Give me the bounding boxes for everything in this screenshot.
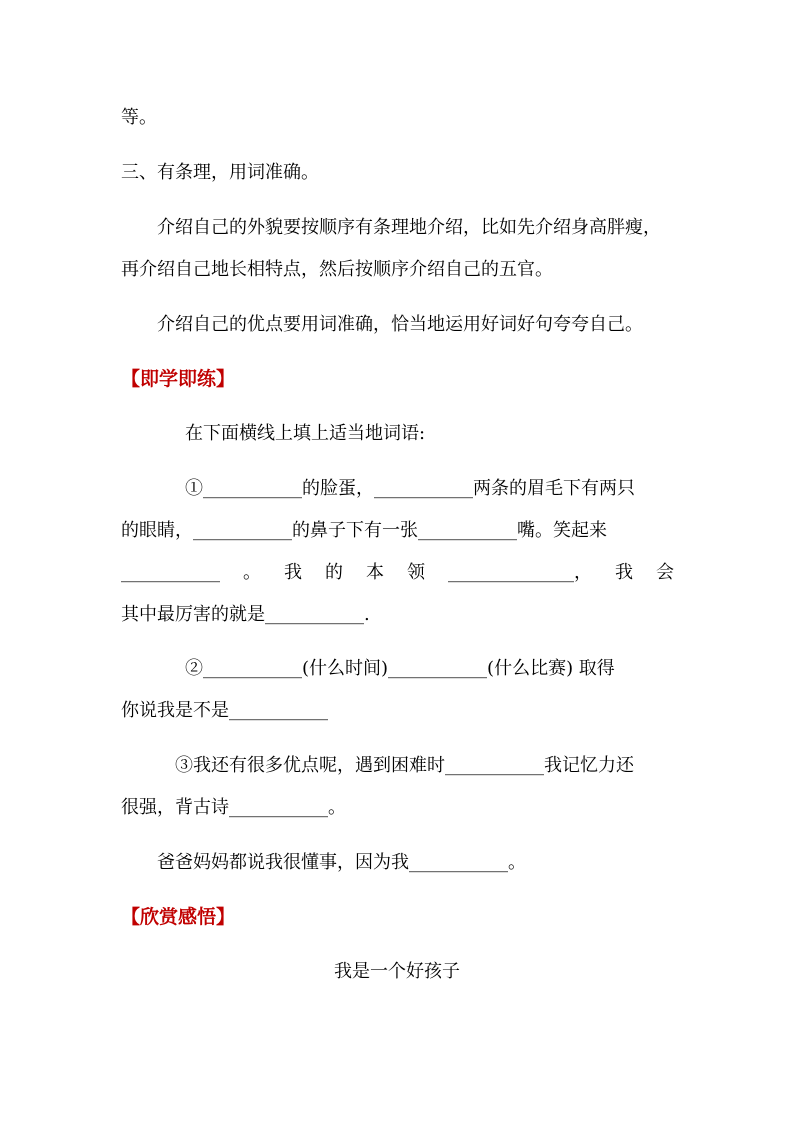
exercise-3-line: 很强，背古诗___________。: [121, 797, 346, 818]
exercise-3-line: ③我还有很多优点呢，遇到困难时___________我记忆力还: [175, 755, 634, 776]
exercise-1-line: 其中最厉害的就是___________.: [121, 604, 370, 625]
exercise-text: 我: [284, 562, 302, 583]
exercise-blank: ______________，: [448, 562, 592, 583]
exercise-1-justified-line: [121, 561, 674, 585]
exercise-text: 本: [366, 562, 384, 583]
body-paragraph-line: 再介绍自己地长相特点，然后按顺序介绍自己的五官。: [121, 259, 553, 280]
exercise-instruction: 在下面横线上填上适当地词语:: [185, 423, 426, 444]
exercise-text: 的: [325, 562, 343, 583]
section-title-practice: 【即学即练】: [121, 368, 236, 390]
section-title-appreciation: 【欣赏感悟】: [121, 906, 236, 928]
exercise-text: 。: [243, 562, 261, 583]
exercise-4-line: 爸爸妈妈都说我很懂事，因为我___________。: [157, 852, 526, 873]
paragraph-continuation: 等。: [121, 107, 157, 128]
exercise-text: 会: [656, 562, 674, 583]
exercise-2-line: 你说我是不是___________: [121, 700, 328, 721]
exercise-blank: ___________: [121, 562, 220, 583]
essay-title: 我是一个好孩子: [334, 961, 460, 982]
body-paragraph: 介绍自己的优点要用词准确，恰当地运用好词好句夸夸自己。: [157, 314, 643, 335]
body-paragraph-line: 介绍自己的外貌要按顺序有条理地介绍，比如先介绍身高胖瘦，: [157, 217, 661, 238]
exercise-2-line: ②___________(什么时间)___________(什么比赛) 取得: [185, 658, 615, 679]
exercise-1-line: ①___________的脸蛋，___________两条的眉毛下有两只: [185, 478, 635, 499]
exercise-1-line: 的眼睛，___________的鼻子下有一张___________嘴。笑起来: [121, 520, 607, 541]
exercise-text: 我: [615, 562, 633, 583]
exercise-text: 领: [407, 562, 425, 583]
section-heading: 三、有条理，用词准确。: [121, 162, 319, 183]
